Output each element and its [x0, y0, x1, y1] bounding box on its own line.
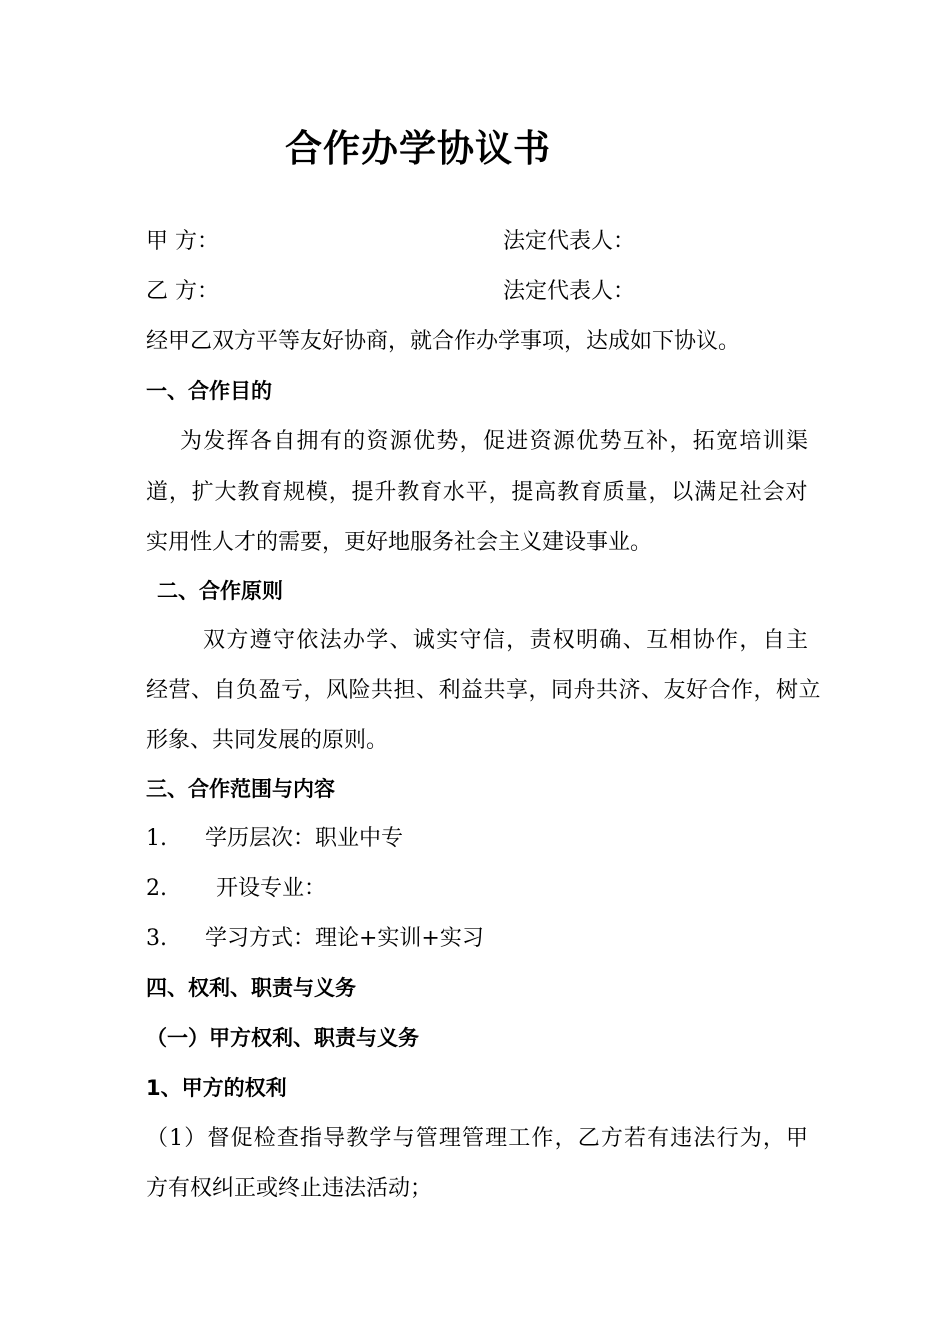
document-title: 合作办学协议书	[285, 127, 551, 170]
section-4-subsection-1-heading: （一）甲方权利、职责与义务	[146, 1026, 419, 1050]
party-a-rights-item-1-line-1: （1）督促检查指导教学与管理管理工作，乙方若有违法行为，甲	[146, 1126, 808, 1151]
section-1-line-3: 实用性人才的需要，更好地服务社会主义建设事业。	[146, 530, 653, 555]
section-4-heading: 四、权利、职责与义务	[146, 976, 356, 1000]
section-3-item-1-number: 1.	[146, 826, 167, 851]
party-b-representative-label: 法定代表人：	[503, 279, 636, 304]
section-3-item-2-text: 开设专业：	[216, 876, 327, 901]
section-1-heading: 一、合作目的	[146, 379, 272, 403]
section-3-heading: 三、合作范围与内容	[146, 777, 335, 801]
party-a-rights-heading: 1、甲方的权利	[146, 1076, 287, 1100]
party-a-label: 甲 方：	[146, 229, 219, 254]
section-1-line-2: 道，扩大教育规模，提升教育水平，提高教育质量，以满足社会对	[146, 480, 808, 505]
party-a-representative-label: 法定代表人：	[503, 229, 636, 254]
section-2-line-1: 双方遵守依法办学、诚实守信，责权明确、互相协作，自主	[203, 628, 808, 653]
section-3-item-3-number: 3.	[146, 926, 167, 951]
intro-paragraph: 经甲乙双方平等友好协商，就合作办学事项，达成如下协议。	[146, 329, 741, 354]
section-2-line-2: 经营、自负盈亏，风险共担、利益共享，同舟共济、友好合作，树立	[146, 678, 822, 703]
party-a-rights-item-1-line-2: 方有权纠正或终止违法活动；	[146, 1176, 433, 1201]
party-b-label: 乙 方：	[146, 279, 219, 304]
section-2-heading: 二、合作原则	[157, 579, 283, 603]
section-3-item-1-text: 学历层次：职业中专	[205, 826, 404, 851]
section-3-item-2-number: 2.	[146, 876, 167, 901]
section-3-item-3-text: 学习方式：理论+实训+实习	[205, 926, 484, 951]
section-1-line-1: 为发挥各自拥有的资源优势，促进资源优势互补，拓宽培训渠	[180, 429, 808, 454]
section-2-line-3: 形象、共同发展的原则。	[146, 728, 389, 753]
